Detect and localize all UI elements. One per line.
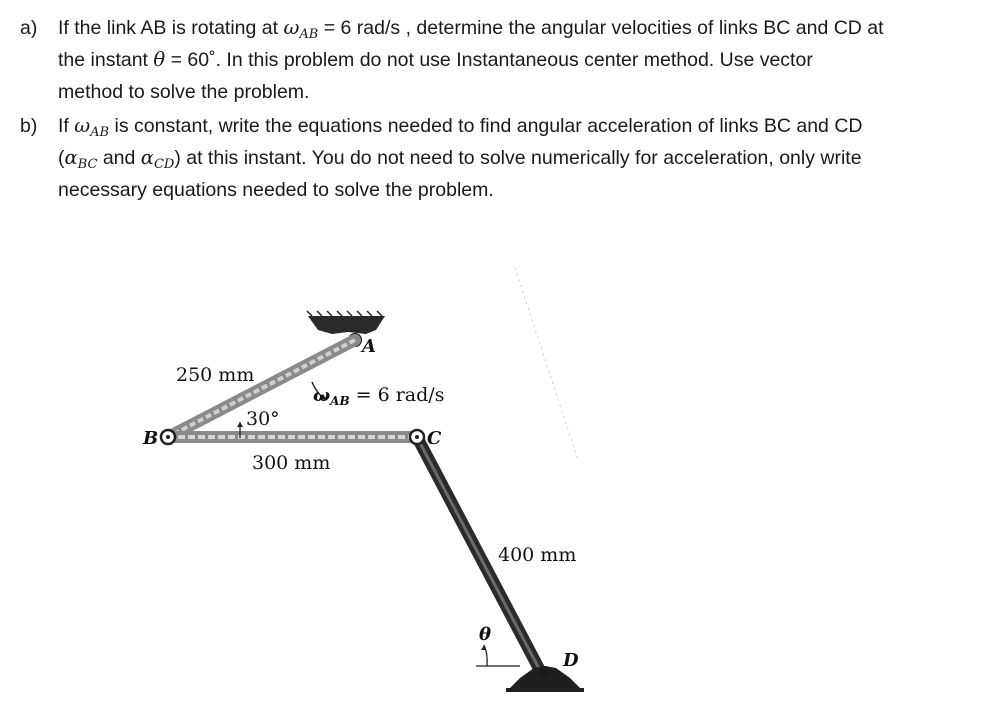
theta-symbol: θ (153, 48, 166, 71)
question-a-line-2-end: = 60˚. In this problem do not use Instantaneous center method. Use vector (165, 49, 813, 71)
pin-b-center (166, 435, 170, 439)
and-word: and (97, 147, 141, 169)
alpha-symbol: α (64, 146, 78, 169)
omega-symbol: ω (74, 114, 91, 137)
label-d: D (563, 650, 579, 671)
dimension-ab: 250 mm (176, 364, 255, 386)
alpha-bc-subscript: BC (77, 157, 98, 172)
omega-subscript: AB (90, 125, 110, 140)
omega-label-symbol: ω (313, 385, 331, 406)
question-b-line-2-end: ) at this instant. You do not need to solve numerically for acceleration, only write (174, 147, 862, 169)
pin-c-center (415, 435, 419, 439)
question-b-line-3: necessary equations needed to solve the problem. (58, 179, 494, 201)
question-a-line-2-start: the instant (58, 49, 154, 71)
label-b: B (143, 428, 159, 449)
question-b-line-1-start: If (58, 115, 75, 137)
angle-30-label: 30° (246, 408, 280, 430)
question-b-line-1-end: is constant, write the equations needed to find angular acceleration of links BC and CD (109, 115, 863, 137)
omega-ab-label (313, 384, 444, 408)
omega-label-subscript: AB (330, 394, 350, 408)
alpha-cd-subscript: CD (153, 157, 175, 172)
question-b-marker: b) (20, 115, 38, 137)
open-paren: ( (58, 147, 65, 169)
label-theta: θ (479, 624, 492, 645)
omega-subscript: AB (299, 27, 319, 42)
question-a-line-3: method to solve the problem. (58, 81, 310, 103)
question-a-line-1-end: = 6 rad/s , determine the angular velocities of links BC and CD at (318, 17, 884, 39)
alpha-symbol: α (140, 146, 154, 169)
dimension-cd: 400 mm (498, 544, 577, 566)
dimension-bc: 300 mm (252, 452, 331, 474)
label-c: C (427, 428, 442, 449)
omega-symbol: ω (283, 16, 300, 39)
scan-artifact-line (515, 268, 578, 460)
angle-30-arrowhead (237, 422, 243, 427)
omega-label-value: = 6 rad/s (349, 384, 445, 406)
question-a-line-1-start: If the link AB is rotating at (58, 17, 284, 39)
question-a-marker: a) (20, 17, 38, 39)
label-a: A (362, 336, 376, 357)
